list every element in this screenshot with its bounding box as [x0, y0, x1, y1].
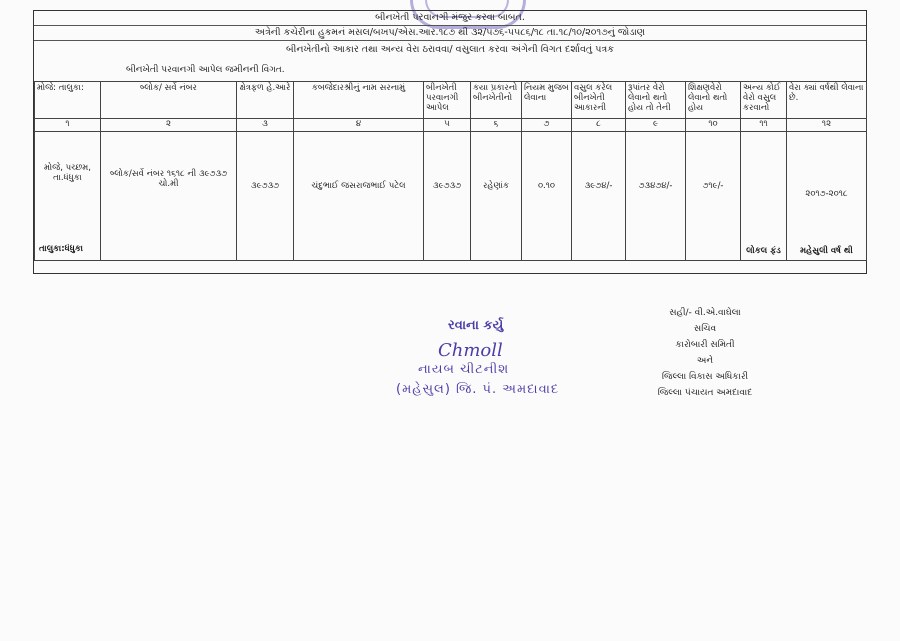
- col-number: ૨: [101, 119, 237, 132]
- col-header-village: મોજે: તાલુકા:: [35, 82, 101, 119]
- area-cell: [237, 132, 294, 261]
- order-reference: અત્રેની કચેરીના હુકમનં મસલ/બખપ/એસ.આર.૧૮૭ થી ૩૨/૫૭૬-૫૫૮૬/૧૮ તા.૧૮/૧૦/૨૦૧૭નું જોડાણ: [34, 26, 866, 41]
- col-number: ૯: [626, 119, 686, 132]
- col-number: ૩: [237, 119, 294, 132]
- signatory-line-5: જિલ્લા વિકાસ અધિકારી: [661, 372, 749, 382]
- area-value: ૩૯૭૩૭: [250, 181, 280, 191]
- col-header-other-tax: અન્ય કોઈ વેરો વસુલ કરવાનો: [741, 82, 787, 119]
- col-header-type: કયા પ્રકારનો બીનખેતીનો: [471, 82, 522, 119]
- land-details-caption: બીનખેતી પરવાનગી આપેલ જમીનની વિગત.: [126, 65, 285, 75]
- signatory-line-2: સચિવ: [693, 324, 717, 334]
- table-row: [35, 132, 867, 261]
- owner-cell: [294, 132, 424, 261]
- education-cell: [686, 132, 741, 261]
- collected-cell: [572, 132, 626, 261]
- statement-subtitle: બીનખેતીનો આકાર તથા અન્ય વેરા ઠરાવવા/ વસુલાત કરવા અંગેની વિગત દર્શાવતું પત્રક: [286, 44, 614, 55]
- year-value: ૨૦૧૭-૨૦૧૮: [805, 189, 848, 199]
- column-header-row: [35, 82, 867, 119]
- block-number: બ્લોક/સર્વે નંબર ૧૬૧૮ ની ૩૯૭૩૭ ચો.મી: [109, 169, 228, 189]
- col-header-year: વેરા ક્યાં વર્ષથી લેવાના છે.: [787, 82, 867, 119]
- block-cell: [101, 132, 237, 261]
- statement-sheet: [33, 10, 867, 274]
- permitted-cell: [424, 132, 471, 261]
- col-header-owner: કબજેદારશ્રીનું નામ સરનામું: [294, 82, 424, 119]
- column-number-row: [35, 119, 867, 132]
- collected-value: ૩૯૭૪/-: [584, 181, 613, 191]
- signatory-line-6: જિલ્લા પંચાયત અમદાવાદ: [657, 388, 753, 398]
- rate-value: ૦.૧૦: [537, 181, 556, 191]
- col-number: ૧૨: [787, 119, 867, 132]
- col-number: ૧: [35, 119, 101, 132]
- conversion-value: ૭૩૪૭૪/-: [638, 181, 673, 191]
- owner-name: ચંદુભાઈ જસરાજભાઈ પટેલ: [311, 181, 406, 191]
- col-number: ૬: [471, 119, 522, 132]
- col-header-area: ક્ષેત્રફળ હે.આરે: [237, 82, 294, 119]
- col-header-education: શિક્ષણવેરો લેવાનો થતો હોય: [686, 82, 741, 119]
- village-name: મોજે, પચ્છમ, તા.ધંધુકા: [44, 163, 91, 183]
- taluka-name: તાલુકા:ધંધુકા: [39, 244, 83, 254]
- village-cell: [35, 132, 101, 261]
- col-header-collected: વસુલ કરેલ બીનખેતી આકારની: [572, 82, 626, 119]
- col-header-rate: નિયમ મુજબ લેવાના: [522, 82, 572, 119]
- col-number: ૮: [572, 119, 626, 132]
- other-tax-value: લોકલ ફંડ: [746, 246, 781, 256]
- other-tax-cell: [741, 132, 787, 261]
- col-number: ૪: [294, 119, 424, 132]
- signatory-line-3: કારોબારી સમિતી: [675, 340, 735, 350]
- signatory-line-1: સહી/- વી.એ.વાઘેલા: [669, 308, 741, 318]
- dispatch-stamp-title: રવાના કર્યુ: [448, 318, 504, 333]
- land-details-table: [34, 81, 867, 261]
- type-cell: [471, 132, 522, 261]
- education-value: ૭૧૯/-: [702, 181, 724, 191]
- col-header-permitted: બીનખેતી પરવાનગી આપેલ: [424, 82, 471, 119]
- handwritten-signature: Chmoll: [438, 340, 503, 361]
- col-number: ૭: [522, 119, 572, 132]
- rate-cell: [522, 132, 572, 261]
- from-year-value: મહેસુલી વર્ષ થી: [800, 246, 853, 256]
- col-header-block: બ્લોક/ સર્વે નંબર: [101, 82, 237, 119]
- conversion-cell: [626, 132, 686, 261]
- col-number: ૧૧: [741, 119, 787, 132]
- use-type: રહેણાંક: [483, 181, 509, 191]
- col-number: ૧૦: [686, 119, 741, 132]
- permitted-value: ૩૯૭૩૭: [432, 181, 462, 191]
- signatory-line-4: અને: [696, 356, 714, 366]
- year-cell: [787, 132, 867, 261]
- document-title: બીનખેતી પરવાનગી મંજુર કરવા બાબત.: [34, 11, 866, 26]
- deputy-chitnis-label: નાયબ ચીટનીશ: [418, 362, 510, 377]
- col-number: ૫: [424, 119, 471, 132]
- revenue-office-label: (મહેસુલ) જિ. પં. અમદાવાદ: [396, 382, 560, 397]
- col-header-conversion: રૂપાંતર વેરો લેવાનો થતો હોય તો તેની: [626, 82, 686, 119]
